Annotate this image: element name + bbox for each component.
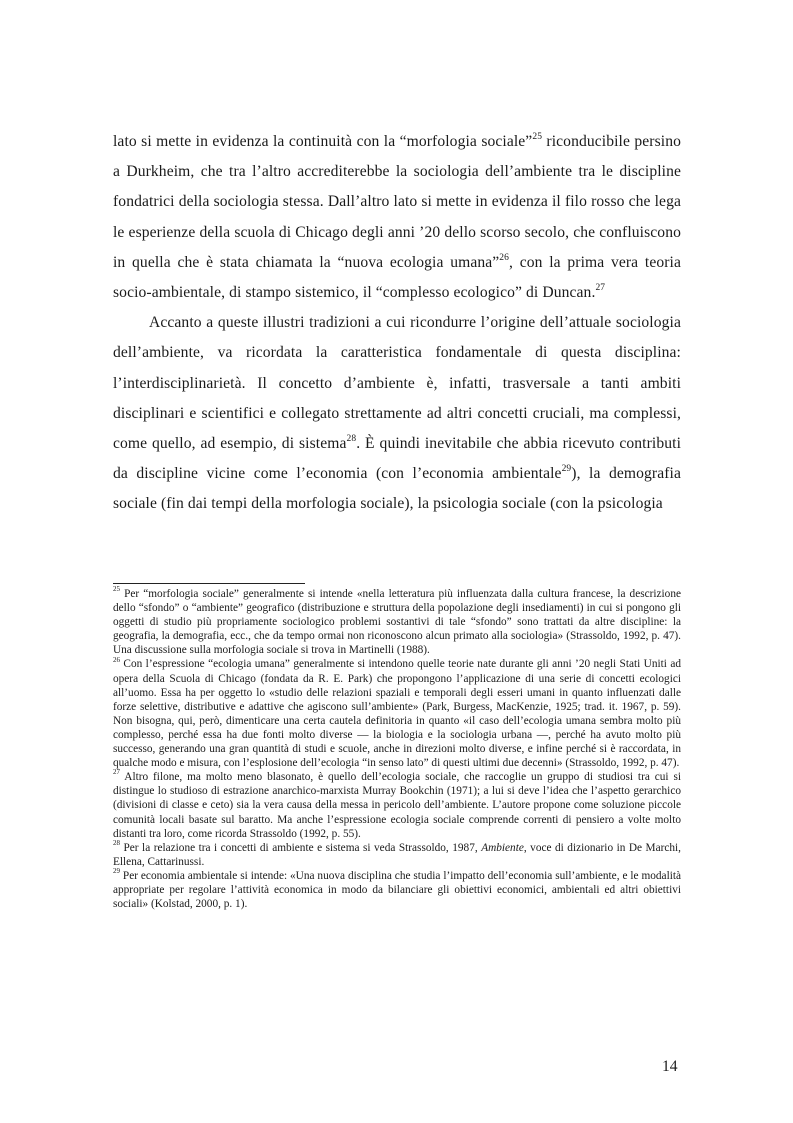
footnote-text: Altro filone, ma molto meno blasonato, è quello dell’ecologia sociale, che raccoglie un gruppo di studiosi tra cui si distingue lo studioso di estrazione anarchico-marxista Murray Bookchin (1971); a lui si deve l’idea che l’aspetto gerarchico (divisioni di classe e ceto) sia la vera causa della messa in pericolo dell’ambiente. L’autore propone come soluzione piccole comunità locali basate sul baratto. Ma anche l’espressione ecologia sociale comprende correnti di pensiero a volte molto distanti tra loro, come ricorda Strassoldo (1992, p. 55). [113, 771, 681, 840]
footnote-text: , voce di dizionario in De Marchi, Ellena, Cattarinussi. [113, 841, 682, 868]
footnote-26 [113, 657, 681, 770]
paragraph-text: . È quindi inevitabile che abbia ricevuto contributi da discipline vicine come l’economia (con l’economia ambientale [113, 435, 681, 483]
footnote-text: Per economia ambientale si intende: «Una nuova disciplina che studia l’impatto dell’economia sull’ambiente, e le modalità appropriate per regolare l’attività economica in modo da bilanciare gli obiettivi economici, ambientali ed altri obiettivi sociali» (Kolstad, 2000, p. 1). [113, 869, 681, 911]
paragraph-1 [113, 127, 681, 308]
footnote-number: 29 [113, 867, 120, 876]
footnote-number: 25 [113, 585, 120, 594]
footnote-25 [113, 587, 681, 657]
paragraph-text: Accanto a queste illustri tradizioni a cui ricondurre l’origine dell’attuale sociologia dell’ambiente, va ricordata la caratteristica fondamentale di questa disciplina: l’interdisciplinarietà. Il concetto d’ambiente è, infatti, trasversale a tanti ambiti disciplinari e scientifici e collegato strettamente ad altri concetti cruciali, ma complessi, come quello, ad esempio, di sistema [113, 314, 681, 453]
footnote-27 [113, 770, 681, 840]
footnote-italic-title: Ambiente [481, 841, 524, 854]
footnote-number: 26 [113, 655, 120, 664]
paragraph-text: , con la prima vera teoria socio-ambientale, di stampo sistemico, il “complesso ecologico” di Duncan. [113, 253, 681, 302]
footnote-ref-25[interactable]: 25 [532, 131, 543, 142]
footnote-separator [113, 583, 305, 584]
footnote-ref-26[interactable]: 26 [499, 252, 509, 263]
footnote-ref-29[interactable]: 29 [561, 464, 572, 475]
footnote-text: Con l’espressione “ecologia umana” generalmente si intendono quelle teorie nate durante gli anni ’20 negli Stati Uniti ad opera della Scuola di Chicago (fondata da R. E. Park) che propongono l’applicazione di una serie di concetti ecologici all’uomo. Essa ha per oggetto lo «studio delle relazioni spaziali e temporali degli esseri umani in quanto influenzati dalle forze selettive, distributive e adattive che agiscono sull’ambiente» (Park, Burgess, MacKenzie, 1925; trad. it. 1967, p. 59). Non bisogna, qui, però, dimenticare una certa cautela definitoria in quanto «il caso dell’ecologia umana sembra molto più complesso, perché essa ha due fonti molto diverse — la biologia e la sociologia urbana —, perché ha avuto molto più successo, generando una gran quantità di studi e scuole, anche in direzioni molto diverse, e infine perché si è raccordata, in qualche modo e misura, con l’esplosione dell’ecologia “in senso lato” di questi ultimi due decenni» (Strassoldo, 1992, p. 47). [113, 658, 681, 770]
footnote-29 [113, 869, 681, 911]
footnote-ref-27[interactable]: 27 [595, 282, 606, 293]
body-text [113, 127, 681, 520]
footnotes [113, 587, 681, 911]
footnote-number: 27 [113, 768, 120, 777]
footnote-ref-28[interactable]: 28 [346, 433, 357, 444]
paragraph-2 [113, 308, 681, 519]
footnote-number: 28 [113, 838, 120, 847]
page-number: 14 [662, 1058, 678, 1075]
paragraph-text: lato si mette in evidenza la continuità con la “morfologia sociale” [113, 133, 533, 150]
footnote-text: Per la relazione tra i concetti di ambiente e sistema si veda Strassoldo, 1987, [120, 841, 482, 854]
paragraph-text: ), la demografia sociale (fin dai tempi della morfologia sociale), la psicologia sociale (con la psicologia [113, 465, 681, 513]
footnote-text: Per “morfologia sociale” generalmente si intende «nella letteratura più influenzata dalla cultura francese, la descrizione dello “sfondo” o “ambiente” geografico (distribuzione e struttura della popolazione degli insediamenti) in cui si pongono gli oggetti di studio più propriamente sociologico problemi sostantivi di tale “sfondo” sono trattati da altre discipline: la geografia, la demografia, ecc., che da tempo ormai non riconoscono alcun primato alla sociologia» (Strassoldo, 1992, p. 47). Una discussione sulla morfologia sociale si trova in Martinelli (1988). [113, 588, 681, 657]
paragraph-text: riconducibile persino a Durkheim, che tra l’altro accrediterebbe la sociologia dell’ambiente tra le discipline fondatrici della sociologia stessa. Dall’altro lato si mette in evidenza il filo rosso che lega le esperienze della scuola di Chicago degli anni ’20 dello scorso secolo, che confluiscono in quella che è stata chiamata la “nuova ecologia umana” [113, 133, 681, 271]
footnote-28 [113, 838, 682, 869]
